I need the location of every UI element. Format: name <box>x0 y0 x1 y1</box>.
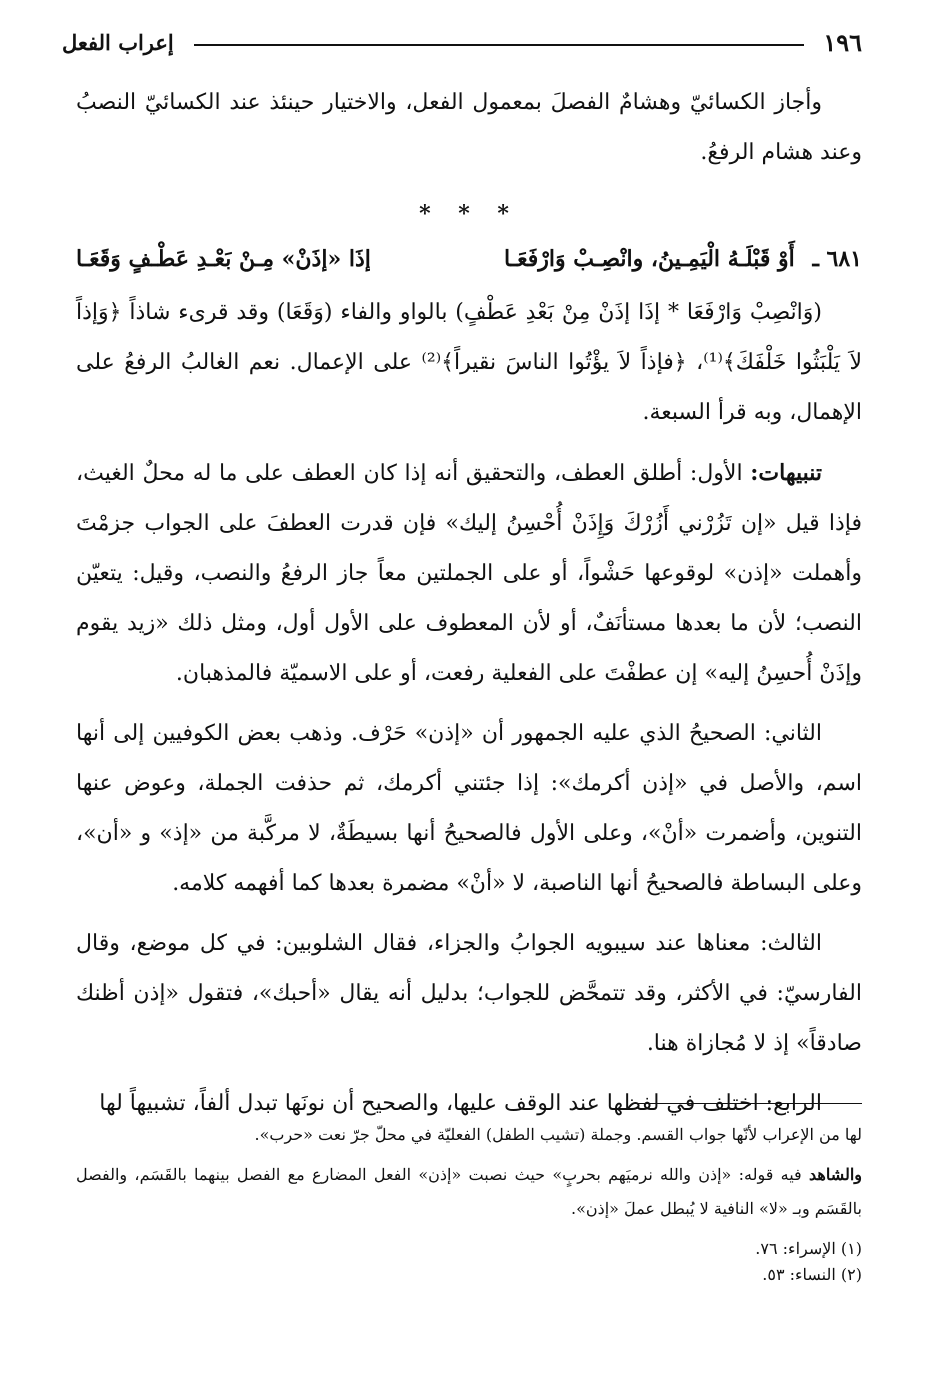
footnote-separator <box>632 1103 862 1104</box>
notes-label: تنبيهات: <box>750 460 822 486</box>
shahid-text: فيه قوله: «إذن والله نرميَهم بحربٍ» حيث نصبت «إذن» الفعل المضارع مع الفصل بينهما بالقَسَم، والفصل بالقَسَم وبـ «لا» النافية لا يُبطل عملَ «إذن». <box>76 1165 862 1218</box>
footnote-shahid <box>76 1158 862 1226</box>
note-fourth: الرابع: اختلف في لفظها عند الوقف عليها، والصحيح أن نونَها تبدل ألفاً، تشبيهاً لها <box>99 1091 822 1116</box>
first-hemistich-text: أَوْ قَبْلَـهُ الْيَمِـينُ، وانْصِـبْ وَارْفَعَـا <box>503 246 795 272</box>
note-second: الثاني: الصحيحُ الذي عليه الجمهور أن «إذن» حَرْف. وذهب بعض الكوفيين إلى أنها اسم، والأصل في «إذن أكرمك»: إذا جئتني أكرمك، ثم حذفت الجملة، وعوض عنها التنوين، وأضمرت «أنْ»، وعلى الأول فالصحيحُ أنها بسيطَةٌ، لا مركَّبة من «إذ» و «أن»، وعلى البساطة فالصحيحُ أنها الناصبة، لا «أنْ» مضمرة بعدها كما أفهمه كلامه. <box>76 721 862 896</box>
footnote-ref-1: (١) الإسراء: ٧٦. <box>755 1239 862 1258</box>
verse-line <box>76 238 862 280</box>
note-third: الثالث: معناها عند سيبويه الجوابُ والجزاء، فقال الشلوبين: في كل موضع، وقال الفارسيّ: في الأكثر، وقد تتمحَّض للجواب؛ بدليل أنه يقال «أحبك»، فتقول «إذن أظنك صادقاً» إذ لا مُجازاة هنا. <box>76 931 862 1056</box>
note-first-text: الأول: أطلق العطف، والتحقيق أنه إذا كان العطف على ما له محلٌ الغيث، فإذا قيل «إن تَزُرْني أَزُرْكَ وَإِذَنْ أُحْسِنُ إليك» فإن قدرت العطفَ على الجواب جزمْتَ وأهملت «إذن» لوقوعها حَشْواً، أو على الجملتين معاً جاز الرفعُ والنصب، وقيل: يتعيّن النصب؛ لأن ما بعدها مستأنَفٌ، أو لأن المعطوف على الأول أول، ومثل ذلك «زيد يقوم وإذَنْ أُحسِنُ إليه» إن عطفْتَ على الفعلية رفعت، أو على الاسميّة فالمذهبان. <box>76 461 862 686</box>
verse-first-hemistich <box>504 238 862 280</box>
shahid-label: والشاهد <box>808 1165 863 1184</box>
verse-number: ٦٨١ ـ <box>812 246 862 272</box>
page-number: ١٩٦ <box>823 28 862 57</box>
footnote-ref-2: (٢) النساء: ٥٣. <box>762 1265 862 1284</box>
commentary-paragraph: (وَانْصِبْ وَارْفَعَا * إذَا إذَنْ مِنْ بَعْدِ عَطْفٍ) بالواو والفاء (وَقَعَا) وقد قرىء شاذاً ﴿وَإذاً لاَ يَلْبَثُوا خَلْفَكَ﴾⁽¹⁾، ﴿فإذاً لاَ يؤْتُوا الناسَ نقيراً﴾⁽²⁾ على الإعمال. نعم الغالبُ الرفعُ على الإهمال، وبه قرأ السبعة. <box>76 300 862 425</box>
page-header <box>62 26 862 60</box>
note-first <box>76 448 862 699</box>
intro-paragraph: وأجاز الكسائيّ وهشامٌ الفصلَ بمعمول الفعل، والاختيار حينئذ عند الكسائيّ النصبُ وعند هشام الرفعُ. <box>76 90 862 165</box>
footnote-continuation: لها من الإعراب لأنّها جواب القسم. وجملة (تشيب الطفل) الفعليّة في محلّ جرّ نعت «حرب». <box>254 1125 862 1144</box>
verse-second-hemistich: إذَا «إذَنْ» مِـنْ بَعْـدِ عَطْـفٍ وَقَعَـا <box>76 246 371 272</box>
footnotes <box>76 1118 862 1288</box>
main-text <box>76 78 862 1129</box>
header-rule <box>194 44 804 46</box>
section-separator: * * * <box>419 201 519 227</box>
running-title: إعراب الفعل <box>62 30 174 55</box>
